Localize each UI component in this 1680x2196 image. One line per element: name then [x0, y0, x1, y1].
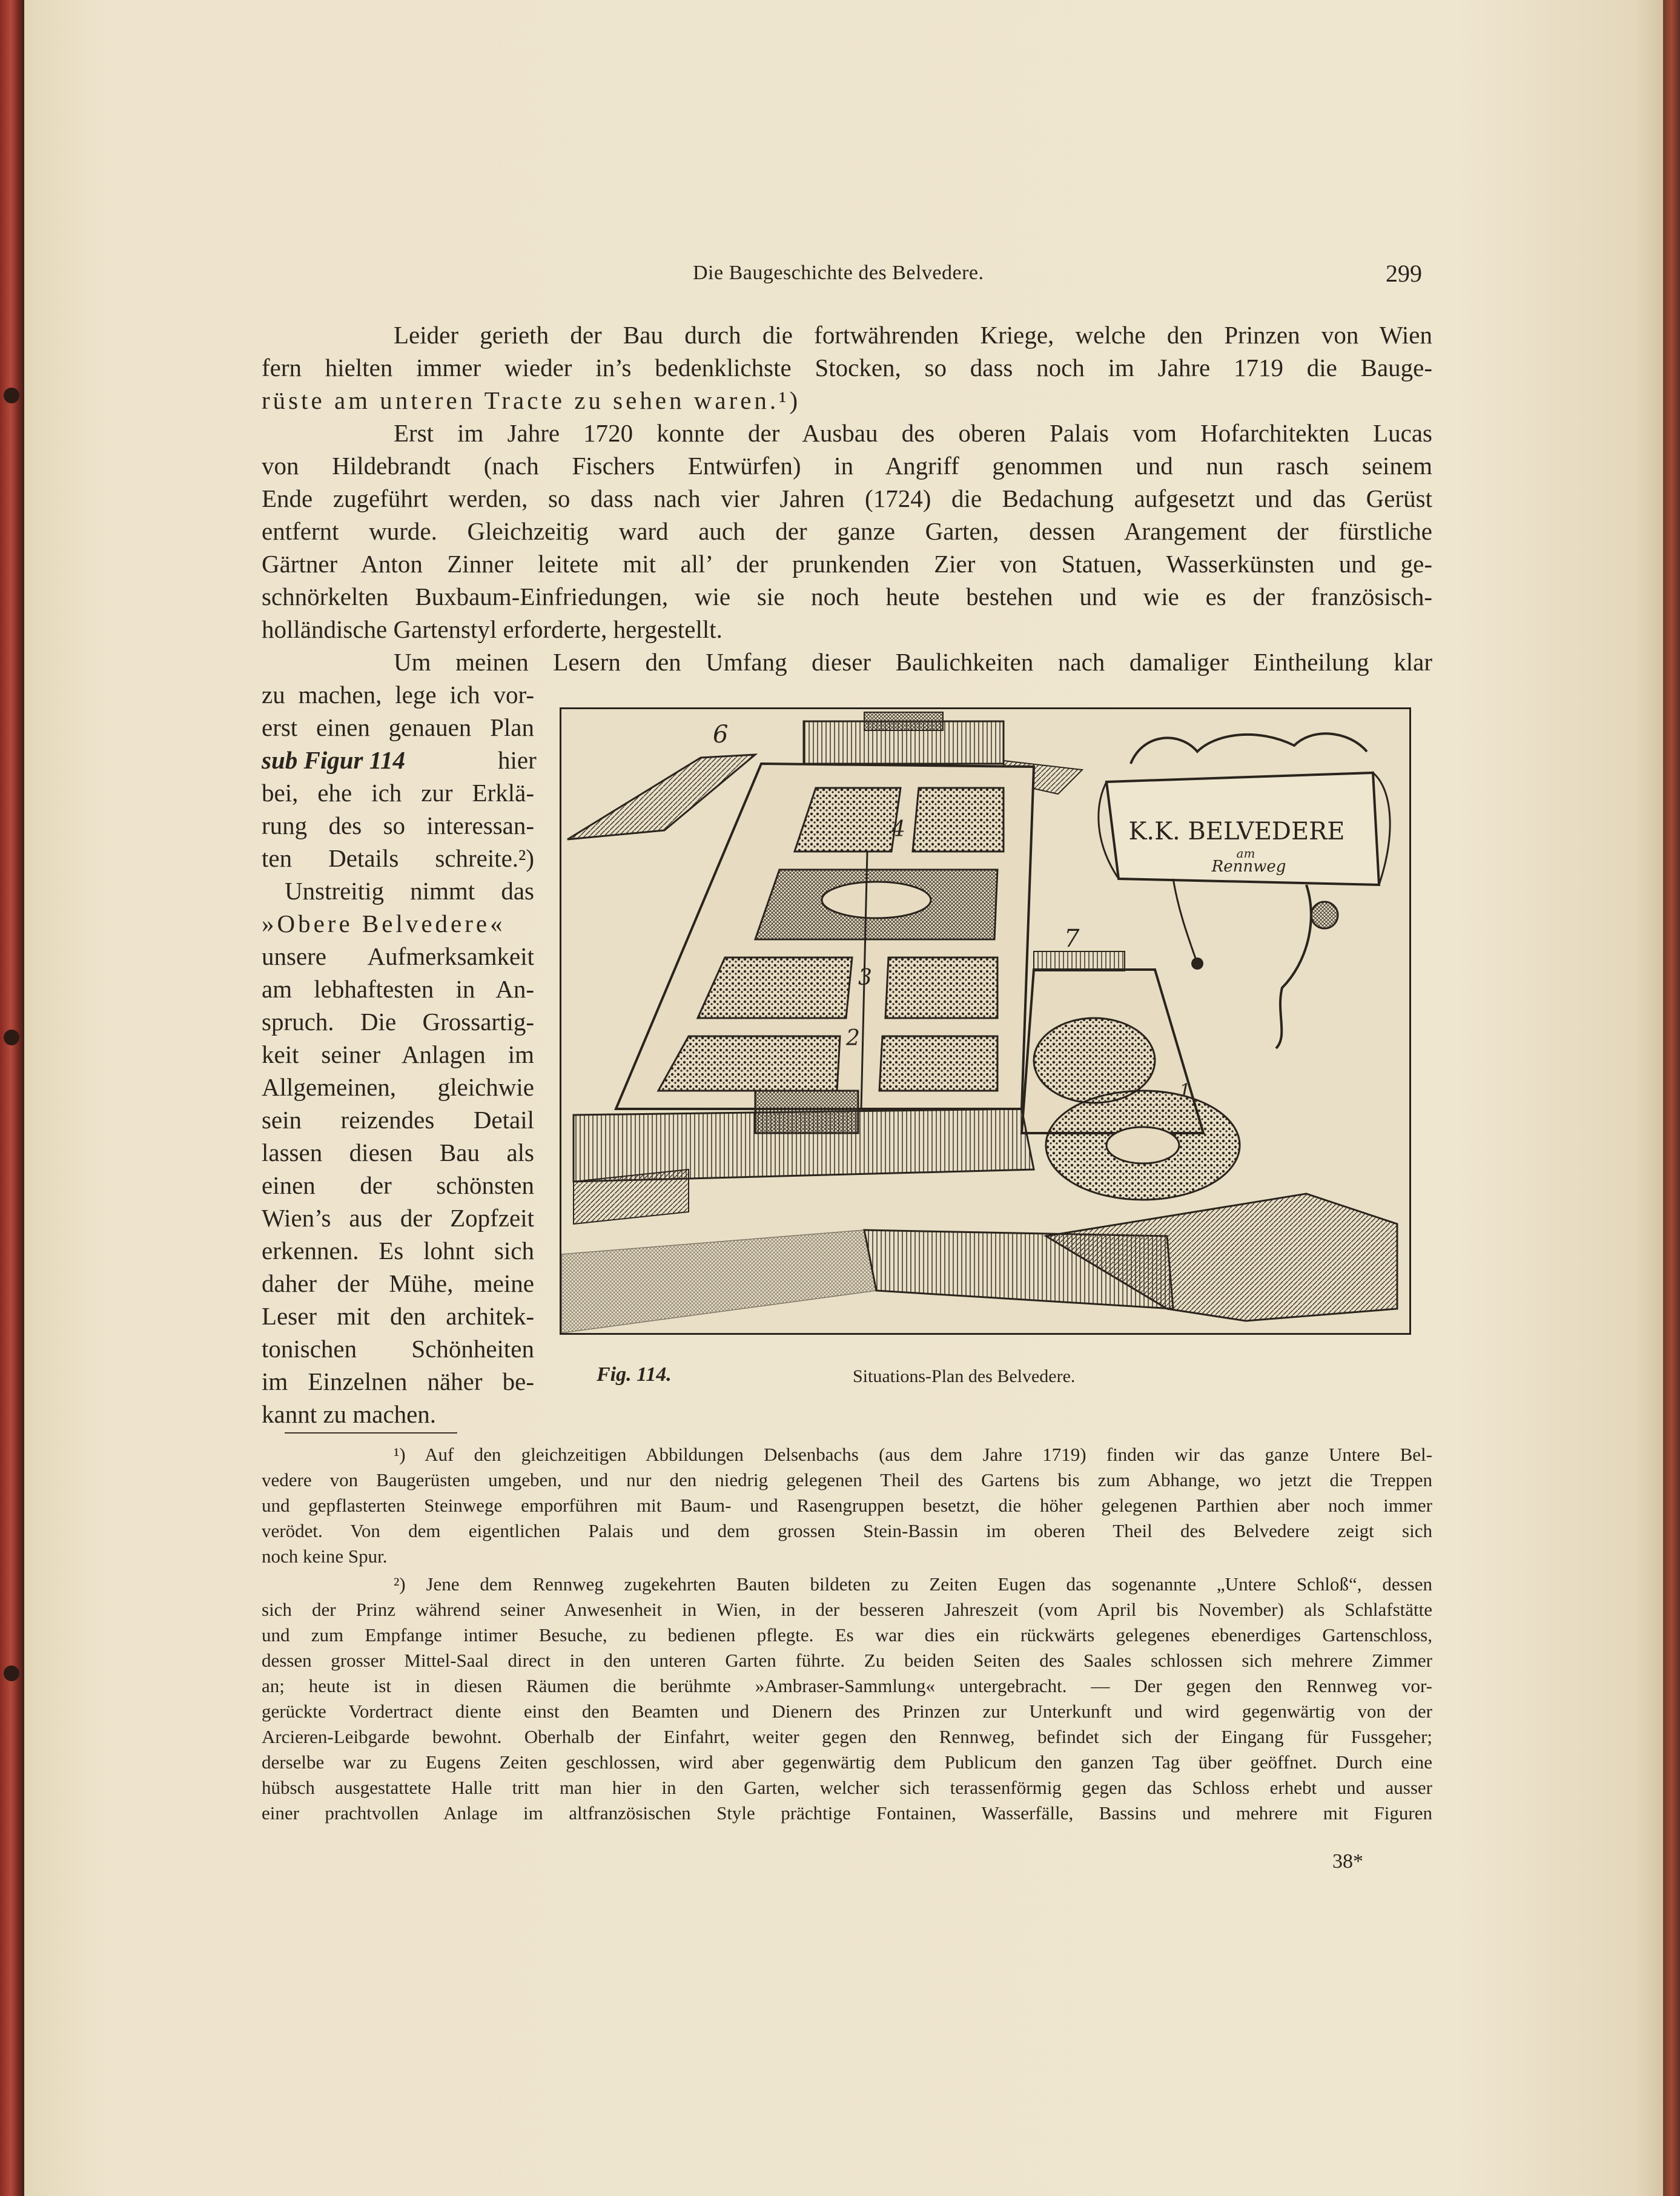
- footnote-line: gerückte Vordertract diente einst den Beamten und Dienern des Prinzen zur Unterkunft und wird gegenwärtig von der: [262, 1701, 1432, 1722]
- book-binding-left: [0, 0, 24, 2196]
- cartouche-am: am: [1236, 846, 1255, 861]
- belvedere-plan-figure: [560, 707, 1411, 1335]
- page-number: 299: [1386, 260, 1422, 287]
- body-line: Ende zugeführt werden, so dass nach vier Jahren (1724) die Bedachung aufgesetzt und das Gerüst: [262, 485, 1432, 512]
- footnote-line: einer prachtvollen Anlage im altfranzösischen Style prächtige Fontainen, Wasserfälle, Bassins und mehrere mit Figuren: [262, 1802, 1432, 1824]
- footnote-line: und zum Empfange intimer Besuche, zu bedienen pflegte. Es war dies ein rückwärts gelegenes ebenerdiges Gartenschloss,: [262, 1624, 1432, 1645]
- side-line: erst einen genauen Plan: [262, 713, 534, 741]
- side-line: zu machen, lege ich vor-: [262, 681, 534, 709]
- footnote-rule: [285, 1432, 457, 1434]
- body-line: rüste am unteren Tracte zu sehen waren.¹): [262, 386, 801, 414]
- side-line: kannt zu machen.: [262, 1400, 437, 1428]
- side-line: erkennen. Es lohnt sich: [262, 1237, 534, 1265]
- footnote-line: vedere von Baugerüsten umgeben, und nur den niedrig gelegenen Theil des Gartens bis zum Abhange, wo jetzt die Treppen: [262, 1469, 1432, 1490]
- side-line: Leser mit den architek-: [262, 1302, 534, 1330]
- footnote-line: sich der Prinz während seiner Anwesenheit in Wien, in der besseren Jahreszeit (vom April bis November) als Schlafstätte: [262, 1599, 1432, 1620]
- side-line: spruch. Die Grossartig-: [262, 1008, 534, 1036]
- side-terrace: [567, 755, 755, 839]
- footnote-line: derselbe war zu Eugens Zeiten geschlossen, wird aber gegenwärtig dem Publicum den ganzen Tag über geöffnet. Durch eine: [262, 1751, 1432, 1773]
- binding-hole: [4, 1030, 19, 1045]
- lower-palace-centre: [755, 1091, 858, 1133]
- figure-reference: [262, 748, 405, 773]
- footnote-line: noch keine Spur.: [262, 1546, 388, 1567]
- plan-number: 7: [1064, 925, 1080, 953]
- figure-label: Fig. 114.: [597, 1363, 672, 1386]
- footnote-line: dessen grosser Mittel-Saal direct in den unteren Garten führte. Zu beiden Seiten des Saales schlossen sich mehrere Zimmer: [262, 1650, 1432, 1671]
- body-line: Gärtner Anton Zinner leitete mit all’ der prunkenden Zier von Statuen, Wasserkünsten und ge-: [262, 550, 1432, 578]
- side-line: bei, ehe ich zur Erklä-: [262, 779, 534, 807]
- fountain: [1106, 1127, 1179, 1163]
- side-line: keit seiner Anlagen im: [262, 1040, 534, 1068]
- side-line: lassen diesen Bau als: [262, 1139, 534, 1166]
- footnote-line: ¹) Auf den gleichzeitigen Abbildungen Delsenbachs (aus dem Jahre 1719) finden wir das ganze Untere Bel-: [394, 1444, 1432, 1465]
- parterre: [698, 957, 852, 1018]
- side-line: Allgemeinen, gleichwie: [262, 1073, 534, 1101]
- body-line: fern hielten immer wieder in’s bedenklichste Stocken, so dass noch im Jahre 1719 die Bauge-: [262, 354, 1432, 382]
- binding-hole: [4, 1665, 19, 1681]
- side-line: Wien’s aus der Zopfzeit: [262, 1204, 534, 1232]
- plan-number: 2: [846, 1026, 860, 1051]
- body-line: Um meinen Lesern den Umfang dieser Baulichkeiten nach damaliger Eintheilung klar: [394, 648, 1432, 676]
- upper-palace-roof: [864, 712, 943, 730]
- parterre: [885, 957, 997, 1018]
- figure-caption: Situations-Plan des Belvedere.: [853, 1366, 1076, 1386]
- side-line: tonischen Schönheiten: [262, 1335, 534, 1363]
- cartouche-title: K.K. BELVEDERE: [1128, 818, 1345, 845]
- footnote-line: hübsch ausgestattete Halle tritt man hier in den Garten, welcher sich terassenförmig gegen das Schloss erhebt und ausser: [262, 1777, 1432, 1798]
- side-line: »Obere Belvedere«: [262, 910, 506, 938]
- side-line: sein reizendes Detail: [262, 1106, 534, 1134]
- parterre: [913, 788, 1004, 852]
- footnote-line: verödet. Von dem eigentlichen Palais und dem grossen Stein-Bassin im oberen Theil des Belvedere zeigt sich: [262, 1520, 1432, 1541]
- footnote-line: Arcieren-Leibgarde bewohnt. Oberhalb der Einfahrt, weiter gegen den Rennweg, befindet sich der Eingang für Fussgeher;: [262, 1726, 1432, 1747]
- plan-number: 4: [891, 817, 905, 842]
- plan-number: 6: [713, 721, 729, 749]
- side-line: ten Details schreite.²): [262, 844, 534, 872]
- signature-mark: 38*: [1332, 1850, 1363, 1873]
- side-line: einen der schönsten: [262, 1171, 534, 1199]
- body-line: Leider gerieth der Bau durch die fortwährenden Kriege, welche den Prinzen von Wien: [394, 321, 1432, 349]
- street-rennweg: [561, 1230, 876, 1333]
- side-line: daher der Mühe, meine: [262, 1269, 534, 1297]
- body-line: entfernt wurde. Gleichzeitig ward auch der ganze Garten, dessen Arangement der fürstliche: [262, 517, 1432, 545]
- upper-basin: [822, 882, 931, 918]
- body-line: Erst im Jahre 1720 konnte der Ausbau des oberen Palais vom Hofarchitekten Lucas: [394, 419, 1432, 447]
- orangery: [1034, 951, 1125, 971]
- parterre: [879, 1036, 997, 1091]
- plan-number: 1: [1179, 1080, 1191, 1102]
- footnote-line: an; heute ist in diesen Räumen die berühmte »Ambraser-Sammlung« untergebracht. — Der gegen den Rennweg vor-: [262, 1675, 1432, 1696]
- side-line: hier: [498, 746, 537, 774]
- footnote-line: und gepflasterten Steinwege emporführen mit Baum- und Rasengruppen besetzt, die höher gelegenen Parthien aber noch immer: [262, 1495, 1432, 1516]
- plan-number: 3: [858, 965, 872, 990]
- side-line: Unstreitig nimmt das: [285, 877, 534, 905]
- binding-hole: [4, 388, 19, 403]
- parterre: [658, 1036, 840, 1091]
- body-line: holländische Gartenstyl erforderte, hergestellt.: [262, 615, 723, 643]
- side-line: am lebhaftesten in An-: [262, 975, 534, 1003]
- plan-engraving: [561, 709, 1409, 1333]
- cartouche-rennweg: Rennweg: [1211, 858, 1286, 876]
- side-line: im Einzelnen näher be-: [262, 1368, 534, 1395]
- running-title: Die Baugeschichte des Belvedere.: [693, 262, 984, 284]
- book-binding-right: [1663, 0, 1680, 2196]
- footnote-line: ²) Jene dem Rennweg zugekehrten Bauten bildeten zu Zeiten Eugen das sogenannte „Untere Schloß“, dessen: [394, 1573, 1432, 1595]
- body-line: schnörkelten Buxbaum-Einfriedungen, wie sie noch heute bestehen und wie es der französisch-: [262, 583, 1432, 610]
- side-line: rung des so interessan-: [262, 812, 534, 839]
- side-line: unsere Aufmerksamkeit: [262, 942, 534, 970]
- figure-reference-text: sub Figur 114: [262, 746, 405, 774]
- body-line: von Hildebrandt (nach Fischers Entwürfen) in Angriff genommen und nun rasch seinem: [262, 452, 1432, 480]
